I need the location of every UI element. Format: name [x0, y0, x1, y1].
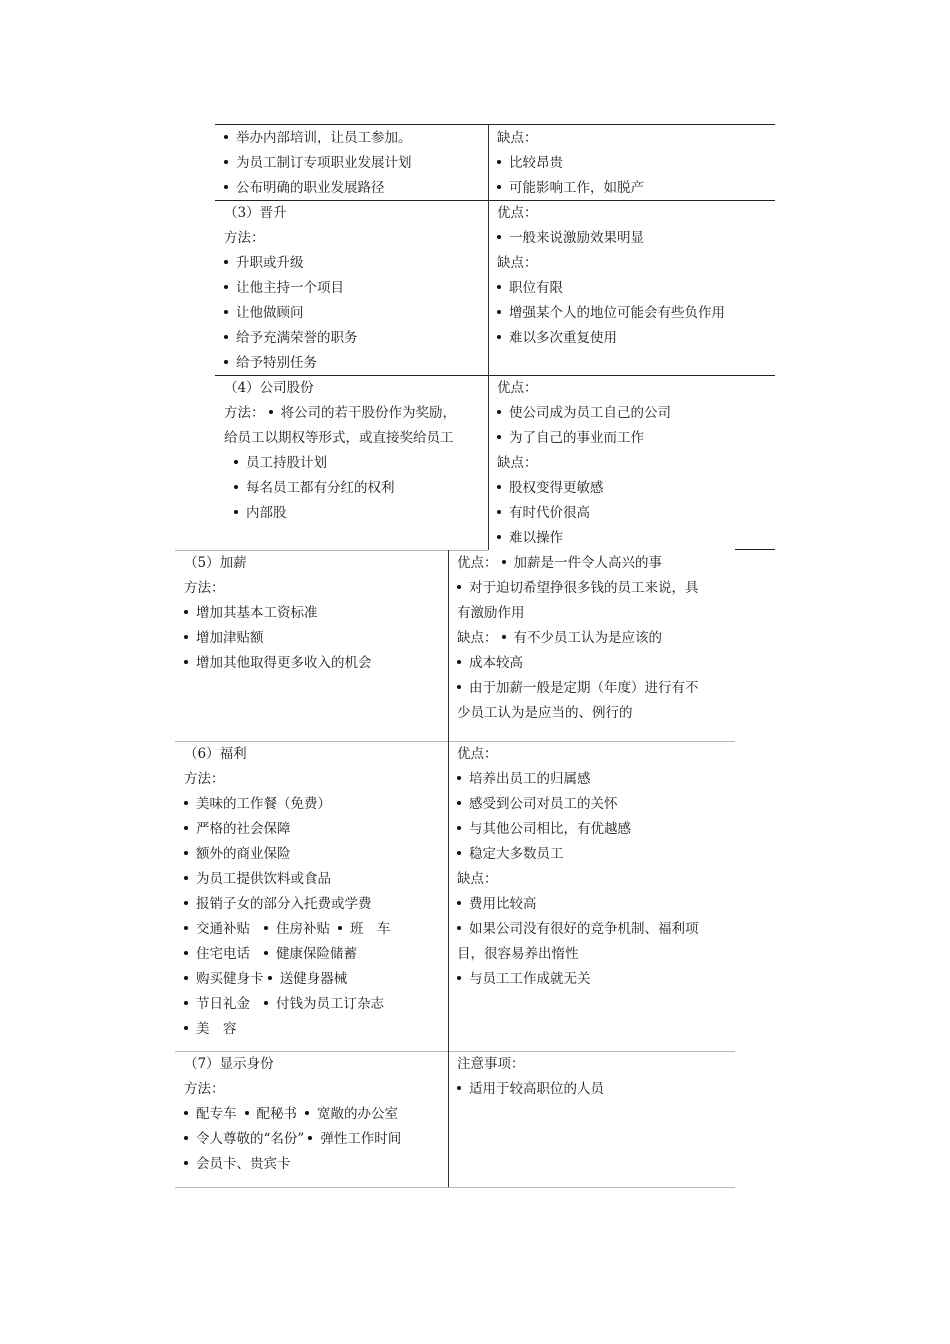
bullet-icon	[457, 901, 461, 905]
cons-line: 缺点： 有不少员工认为是应该的	[457, 630, 662, 646]
table1-column-divider	[488, 124, 489, 550]
list-item: 增加津贴额	[184, 626, 372, 651]
method-intro: 方法： 将公司的若干股份作为奖励，	[224, 405, 456, 421]
bullet-icon	[268, 976, 272, 980]
bullet-icon	[497, 410, 501, 414]
bullet-icon	[184, 926, 188, 930]
list-item: 难以操作	[497, 526, 671, 551]
pros-line: 优点： 加薪是一件令人高兴的事	[457, 555, 662, 571]
cons-label: 缺点：	[497, 455, 538, 471]
bullet-icon	[184, 1161, 188, 1165]
method-intro-continued: 给员工以期权等形式，或直接奖给员工	[224, 430, 454, 446]
list-item: 升职或升级	[224, 251, 358, 276]
status-methods-cell	[184, 1052, 401, 1177]
promotion-methods-cell	[224, 201, 358, 376]
list-item: 给予充满荣誉的职务	[224, 326, 358, 351]
bullet-icon	[264, 951, 268, 955]
list-item: 给予特别任务	[224, 351, 358, 376]
cons-label: 缺点：	[457, 871, 498, 887]
bullet-icon	[502, 635, 506, 639]
list-item: 每名员工都有分红的权利	[224, 476, 456, 501]
list-item: 与员工工作成就无关	[457, 967, 699, 992]
bullet-icon	[457, 776, 461, 780]
list-item: 增强某个人的地位可能会有些负作用	[497, 301, 725, 326]
list-item: 比较昂贵	[497, 151, 644, 176]
list-item: 让他主持一个项目	[224, 276, 358, 301]
pros-label: 优点：	[497, 380, 538, 396]
bullet-icon	[497, 435, 501, 439]
status-notes-cell	[457, 1052, 604, 1102]
method-label: 方法：	[184, 1081, 225, 1097]
bullet-icon	[184, 826, 188, 830]
list-item: 培养出员工的归属感	[457, 767, 699, 792]
list-item: 有时代价很高	[497, 501, 671, 526]
section-title: （7）显示身份	[184, 1056, 274, 1072]
table2-column-divider	[448, 550, 449, 1187]
list-item: 成本较高	[457, 651, 699, 676]
training-methods-cell	[224, 126, 412, 201]
bullet-icon	[224, 135, 228, 139]
list-item: 购买健身卡 送健身器械	[184, 967, 391, 992]
list-item: 感受到公司对员工的关怀	[457, 792, 699, 817]
bullet-icon	[184, 876, 188, 880]
list-item: 内部股	[224, 501, 456, 526]
section-title: （3）晋升	[224, 205, 287, 221]
bullet-icon	[338, 926, 342, 930]
list-item: 稳定大多数员工	[457, 842, 699, 867]
bullet-icon	[497, 160, 501, 164]
list-item: 交通补贴 住房补贴 班 车	[184, 917, 391, 942]
bullet-icon	[184, 1111, 188, 1115]
list-item: 对于迫切希望挣很多钱的员工来说，具	[457, 576, 699, 601]
bullet-icon	[497, 235, 501, 239]
bullet-icon	[497, 185, 501, 189]
section-title: （4）公司股份	[224, 380, 314, 396]
bullet-icon	[234, 460, 238, 464]
list-item: 举办内部培训，让员工参加。	[224, 126, 412, 151]
bullet-icon	[234, 485, 238, 489]
method-label: 方法：	[184, 771, 225, 787]
list-item: 会员卡、贵宾卡	[184, 1152, 401, 1177]
bullet-icon	[457, 585, 461, 589]
bullet-icon	[457, 826, 461, 830]
list-item: 一般来说激励效果明显	[497, 226, 725, 251]
bullet-icon	[457, 801, 461, 805]
bullet-icon	[224, 185, 228, 189]
bullet-icon	[264, 1001, 268, 1005]
bullet-icon	[497, 335, 501, 339]
bullet-icon	[308, 1136, 312, 1140]
table1-top-border	[215, 124, 775, 125]
list-item: 适用于较高职位的人员	[457, 1077, 604, 1102]
list-item: 为员工制订专项职业发展计划	[224, 151, 412, 176]
notes-label: 注意事项：	[457, 1056, 525, 1072]
list-item: 由于加薪一般是定期（年度）进行有不	[457, 676, 699, 701]
welfare-methods-cell	[184, 742, 391, 1042]
bullet-icon	[457, 1086, 461, 1090]
list-item: 节日礼金 付钱为员工订杂志	[184, 992, 391, 1017]
list-item: 配专车 配秘书 宽敞的办公室	[184, 1102, 401, 1127]
bullet-icon	[224, 260, 228, 264]
list-item: 令人尊敬的“名份” 弹性工作时间	[184, 1127, 401, 1152]
list-item: 难以多次重复使用	[497, 326, 725, 351]
raise-methods-cell	[184, 551, 372, 676]
bullet-icon	[184, 1026, 188, 1030]
cons-label: 缺点：	[497, 255, 538, 271]
list-item: 增加其他取得更多收入的机会	[184, 651, 372, 676]
list-item: 为了自己的事业而工作	[497, 426, 671, 451]
method-label: 方法：	[224, 230, 265, 246]
raise-evaluation-cell	[457, 551, 699, 726]
list-item: 美味的工作餐（免费）	[184, 792, 391, 817]
section-title: （6）福利	[184, 746, 247, 762]
list-item: 额外的商业保险	[184, 842, 391, 867]
list-item: 与其他公司相比，有优越感	[457, 817, 699, 842]
list-item: 如果公司没有很好的竞争机制、福利项	[457, 917, 699, 942]
method-label: 方法：	[184, 580, 225, 596]
bullet-icon	[224, 160, 228, 164]
bullet-icon	[264, 926, 268, 930]
list-item: 可能影响工作，如脱产	[497, 176, 644, 201]
section-title: （5）加薪	[184, 555, 247, 571]
pros-label: 优点：	[497, 205, 538, 221]
bullet-icon	[184, 851, 188, 855]
table1-bottom-stub	[735, 549, 775, 550]
bullet-icon	[457, 976, 461, 980]
list-item: 公布明确的职业发展路径	[224, 176, 412, 201]
table2-bottom-border	[175, 1187, 735, 1188]
bullet-icon	[497, 285, 501, 289]
bullet-icon	[184, 635, 188, 639]
list-item-continued: 目，很容易养出惰性	[457, 946, 579, 962]
bullet-icon	[184, 801, 188, 805]
bullet-icon	[457, 851, 461, 855]
cons-label: 缺点：	[497, 130, 538, 146]
welfare-evaluation-cell	[457, 742, 699, 992]
stock-evaluation-cell	[497, 376, 671, 551]
list-item: 让他做顾问	[224, 301, 358, 326]
bullet-icon	[269, 410, 273, 414]
list-item: 职位有限	[497, 276, 725, 301]
bullet-icon	[245, 1111, 249, 1115]
bullet-icon	[224, 310, 228, 314]
bullet-icon	[502, 560, 506, 564]
bullet-icon	[497, 485, 501, 489]
list-item: 股权变得更敏感	[497, 476, 671, 501]
bullet-icon	[184, 976, 188, 980]
list-item: 为员工提供饮料或食品	[184, 867, 391, 892]
list-item-continued: 有激励作用	[457, 605, 525, 621]
bullet-icon	[305, 1111, 309, 1115]
training-evaluation-cell	[497, 126, 644, 201]
bullet-icon	[224, 360, 228, 364]
list-item: 增加其基本工资标准	[184, 601, 372, 626]
bullet-icon	[457, 926, 461, 930]
list-item: 住宅电话 健康保险储蓄	[184, 942, 391, 967]
bullet-icon	[497, 535, 501, 539]
bullet-icon	[184, 1001, 188, 1005]
bullet-icon	[224, 285, 228, 289]
bullet-icon	[234, 510, 238, 514]
bullet-icon	[184, 610, 188, 614]
bullet-icon	[184, 660, 188, 664]
list-item: 使公司成为员工自己的公司	[497, 401, 671, 426]
pros-label: 优点：	[457, 746, 498, 762]
bullet-icon	[497, 310, 501, 314]
list-item: 报销子女的部分入托费或学费	[184, 892, 391, 917]
list-item: 费用比较高	[457, 892, 699, 917]
bullet-icon	[184, 951, 188, 955]
bullet-icon	[457, 685, 461, 689]
list-item-continued: 少员工认为是应当的、例行的	[457, 705, 633, 721]
promotion-evaluation-cell	[497, 201, 725, 351]
list-item: 员工持股计划	[224, 451, 456, 476]
stock-methods-cell	[224, 376, 456, 526]
bullet-icon	[184, 901, 188, 905]
list-item: 严格的社会保障	[184, 817, 391, 842]
bullet-icon	[224, 335, 228, 339]
bullet-icon	[497, 510, 501, 514]
bullet-icon	[184, 1136, 188, 1140]
bullet-icon	[457, 660, 461, 664]
list-item: 美 容	[184, 1017, 391, 1042]
